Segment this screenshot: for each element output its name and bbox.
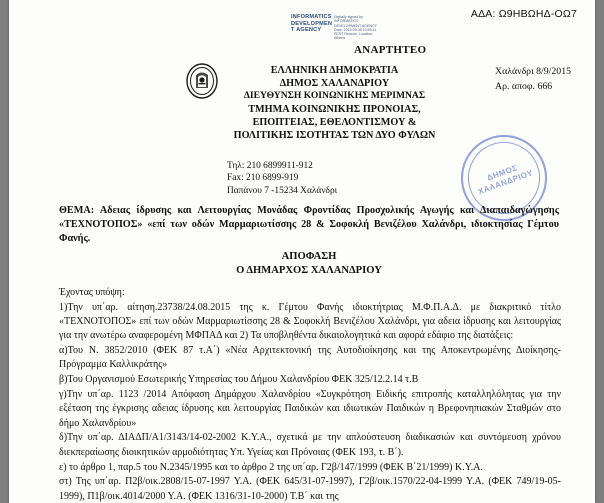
decision-title: ΑΠΟΦΑΣΗ <box>281 251 337 262</box>
protocol-number: Αρ. αποφ. 666 <box>495 81 553 92</box>
letterhead-line-5: ΕΠΟΠΤΕΙΑΣ, ΕΘΕΛΟΝΤΙΣΜΟΥ & <box>252 117 417 129</box>
document-body <box>59 286 561 503</box>
letterhead-line-2: ΔΗΜΟΣ ΧΑΛΑΝΔΡΙΟΥ <box>279 78 390 90</box>
document-page <box>9 0 595 503</box>
ada-code: ΑΔΑ: Ω9ΗΒΩΗΔ-ΟΩ7 <box>470 8 577 20</box>
body-paragraph: γ)Την υπ΄αρ. 1123 /2014 Απόφαση Δημάρχου Χαλανδρίου «Συγκρότηση Ειδικής επιτροπής καταλληλόλητας για την εξέταση της έγκρισης αδειας ίδρυσης και λειτουργίας Παιδικών και ιδιωτικών Παιδικών η Βρεφονηπιακών Σταθμών στο δήμο Χαλανδρίου» <box>59 389 561 429</box>
letterhead-line-3: ΔΙΕΥΘΥΝΣΗ ΚΟΙΝΩΝΙΚΗΣ ΜΕΡΙΜΝΑΣ <box>243 90 426 102</box>
agency-signature-block <box>291 14 387 41</box>
anartiteo-label: ΑΝΑΡΤΗΤΕΟ <box>354 44 427 56</box>
place-date: Χαλάνδρι 8/9/2015 <box>495 66 571 77</box>
body-paragraph: α)Του Ν. 3852/2010 (ΦΕΚ 87 τ.Α΄) «Νέα Αρχιτεκτονική της Αυτοδιοίκησης και της Αποκεντρωμένης Διοίκησης- Πρόγραμμα Καλλικράτης» <box>59 345 561 371</box>
letterhead <box>227 64 442 143</box>
letterhead-line-4: ΤΜΗΜΑ ΚΟΙΝΩΝΙΚΗΣ ΠΡΟΝΟΙΑΣ, <box>248 104 421 115</box>
subject-line: ΘΕΜΑ: Αδειας ίδρυσης και Λειτουργίας Μονάδας Φροντίδας Προσχολικής Αγωγής και Διαπαιδαγώγησης «ΤΕΧΝΟΤΟΠΟΣ» «επί των οδών Μαρμαριωτίσσης 28 & Σοφοκλή Βενιζέλου Χαλάνδρι, ιδιοκτησίας Γέμτου Φανής. <box>59 205 559 245</box>
stamp-text: ΔΗΜΟΣ ΧΑΛΑΝΔΡΙΟΥ <box>476 163 535 197</box>
letterhead-line-6: ΠΟΛΙΤΙΚΗΣ ΙΣΟΤΗΤΑΣ ΤΩΝ ΔΥΟ ΦΥΛΩΝ <box>233 130 436 142</box>
letterhead-line-1: ΕΛΛΗΝΙΚΗ ΔΗΜΟΚΡΑΤΙΑ <box>270 65 399 76</box>
body-paragraph: ε) το άρθρο 1, παρ.5 του Ν.2345/1995 και το άρθρο 2 της υπ΄αρ. Γ2β/147/1999 (ΦΕΚ Β΄21/1999) Κ.Υ.Α. <box>59 461 483 473</box>
body-paragraph: στ) Της υπ΄αρ. Π2β/οικ.2808/15-07-1997 Υ.Α. (ΦΕΚ 645/31-07-1997), Γ2β/οικ.1570/22-04-1999 Υ.Α. (ΦΕΚ 749/19-05-1999), Π1β/οικ.4014/2000 Υ.Α. (ΦΕΚ 1316/31-10-2000) Τ.Β΄ και της <box>59 476 561 502</box>
decision-authority: Ο ΔΗΜΑΡΧΟΣ ΧΑΛΑΝΔΡΙΟΥ <box>236 265 382 276</box>
body-paragraph: δ)Την υπ΄αρ. ΔΙΑΔΠ/Α1/3143/14-02-2002 Κ.Υ.Α., σχετικά με την απλούστευση διαδικασιών και συντόμευση χρόνου διεκπεραίωσης διοικητικών αρμοδιότητας Υπ. Υγείας και Πρόνοιας (ΦΕΚ 193, τ. Β΄). <box>59 432 561 458</box>
body-paragraph: 1)Την υπ΄αρ. αίτηση.23738/24.08.2015 της κ. Γέμτου Φανής ιδιοκτήτριας Μ.Φ.Π.Α.Δ. με διακριτικό τίτλο «ΤΕΧΝΟΤΟΠΟΣ» επί των οδών Μαρμαριωτίσσης 28 & Σοφοκλή Βενιζέλου Χαλάνδρι, για αδεια ίδρυσης και λειτουργίας για την ανωτέρω αναφερομένη ΜΦΠΑΔ και 2) Τα υποβληθέντα δικαιολογητικά και αφορά εδάφιο της διατάξεις: <box>59 301 561 342</box>
contact-tel: Τηλ: 210 6899911-912 <box>227 161 313 171</box>
having-regard-label: Έχοντας υπόψη: <box>59 287 125 298</box>
contact-address: Παπάνου 7 -15234 Χαλάνδρι <box>227 185 338 196</box>
agency-signature-details: Digitally signed by INFORMATICS DEVELOPMENT AGENCY Date: 2015.09.08 10:55:11 EEST Reason: Location: Athens <box>334 15 378 41</box>
contact-fax: Fax: 210 6899-919 <box>227 173 299 184</box>
municipality-emblem-icon <box>185 62 219 100</box>
document-meta <box>495 64 571 94</box>
contact-block <box>227 160 337 197</box>
body-paragraph: β)Του Οργανισμού Εσωτερικής Υπηρεσίας του Δήμου Χαλανδρίου ΦΕΚ 325/12.2.14 τ.Β <box>59 374 419 386</box>
agency-name-el: INFORMATICS DEVELOPMEN T AGENCY <box>291 14 333 34</box>
decision-heading <box>59 250 559 278</box>
